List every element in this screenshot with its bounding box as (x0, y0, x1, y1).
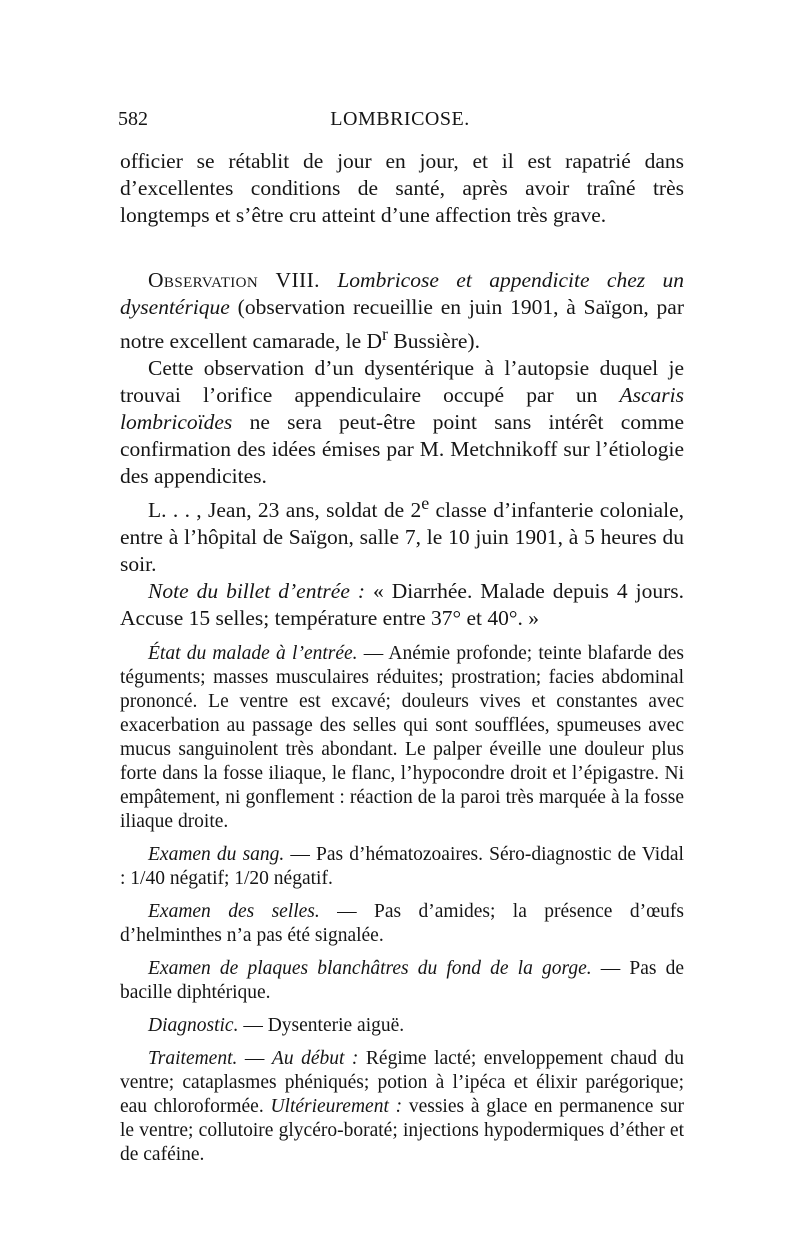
au-debut-label: Au début : (271, 1048, 359, 1070)
diagnostic-label: Diagnostic. (148, 1015, 239, 1037)
ulterieurement-label: Ultérieurement : (270, 1096, 403, 1118)
sang-label: Examen du sang. (148, 844, 285, 866)
patient-paragraph: L. . . , Jean, 23 ans, soldat de 2e classe d’infanterie coloniale, entre à l’hôpital de Saïgon, salle 7, le 10 juin 1901, à 5 heures du soir. (120, 493, 684, 577)
continuation-paragraph: officier se rétablit de jour en jour, et il est rapatrié dans d’excellentes conditions de santé, après avoir traîné très longtemps et s’être cru atteint d’une affection très grave. (120, 149, 684, 227)
page-number: 582 (118, 108, 148, 130)
observation-intro-paragraph: Cette observation d’un dysentérique à l’autopsie duquel je trouvai l’orifice appendiculaire occupé par un Ascaris lombricoïdes ne sera peut-être point sans intérêt comme confirmation des idées émises par M. Metchnikoff sur l’étiologie des appendicites. (120, 356, 684, 489)
ascaris-term: Ascaris lombricoïdes (120, 383, 684, 435)
diagnostic-paragraph: Diagnostic. — Dysenterie aiguë. (148, 1015, 405, 1037)
etat-label: État du malade à l’entrée. (148, 643, 358, 665)
observation-label: Observation VIII. (148, 268, 320, 292)
page-header (118, 108, 682, 138)
etat-paragraph: État du malade à l’entrée. — Anémie profonde; teinte blafarde des téguments; masses musculaires réduites; prostration; facies abdominal prononcé. Le ventre est excavé; douleurs vives et constantes avec exacerbation au passage des selles qui sont soufflées, spumeuses avec mucus sanguinolent très abondant. Le palper éveille une douleur plus forte dans la fosse iliaque, le flanc, l’hypocondre droit et l’épigastre. Ni empâtement, ni gonflement : réaction de la paroi très marquée à la fosse iliaque droite. (120, 643, 684, 833)
gorge-paragraph: Examen de plaques blanchâtres du fond de la gorge. — Pas de bacille diphtérique. (120, 958, 684, 1004)
page-body (120, 148, 684, 1167)
observation-title: Lombricose et appendicite chez un dysentérique (120, 268, 685, 319)
selles-paragraph: Examen des selles. — Pas d’amides; la présence d’œufs d’helminthes n’a pas été signalée. (120, 901, 684, 947)
billet-paragraph: Note du billet d’entrée : « Diarrhée. Malade depuis 4 jours. Accuse 15 selles; température entre 37° et 40°. » (120, 579, 684, 631)
observation-heading-paragraph (120, 267, 684, 355)
traitement-label: Traitement. (148, 1048, 238, 1070)
observation-source: (observation recueillie en juin 1901, à Saïgon, par notre excellent camarade, le $D^r$ Bussière). (120, 295, 684, 354)
traitement-paragraph: Traitement. — Au début : Régime lacté; enveloppement chaud du ventre; cataplasmes phéniqués; potion à l’ipéca et élixir parégorique; eau chloroformée. Ultérieurement : vessies à glace en permanence sur le ventre; collutoire glycéro-boraté; injections hypodermiques d’éther et de caféine. (120, 1048, 685, 1166)
gorge-label: Examen de plaques blanchâtres du fond de la gorge. (148, 958, 592, 980)
billet-label: Note du billet d’entrée : (148, 579, 366, 604)
running-title: LOMBRICOSE. (330, 108, 470, 130)
sang-paragraph: Examen du sang. — Pas d’hématozoaires. Séro-diagnostic de Vidal : 1/40 négatif; 1/20 négatif. (120, 844, 684, 890)
selles-label: Examen des selles. (148, 901, 320, 923)
